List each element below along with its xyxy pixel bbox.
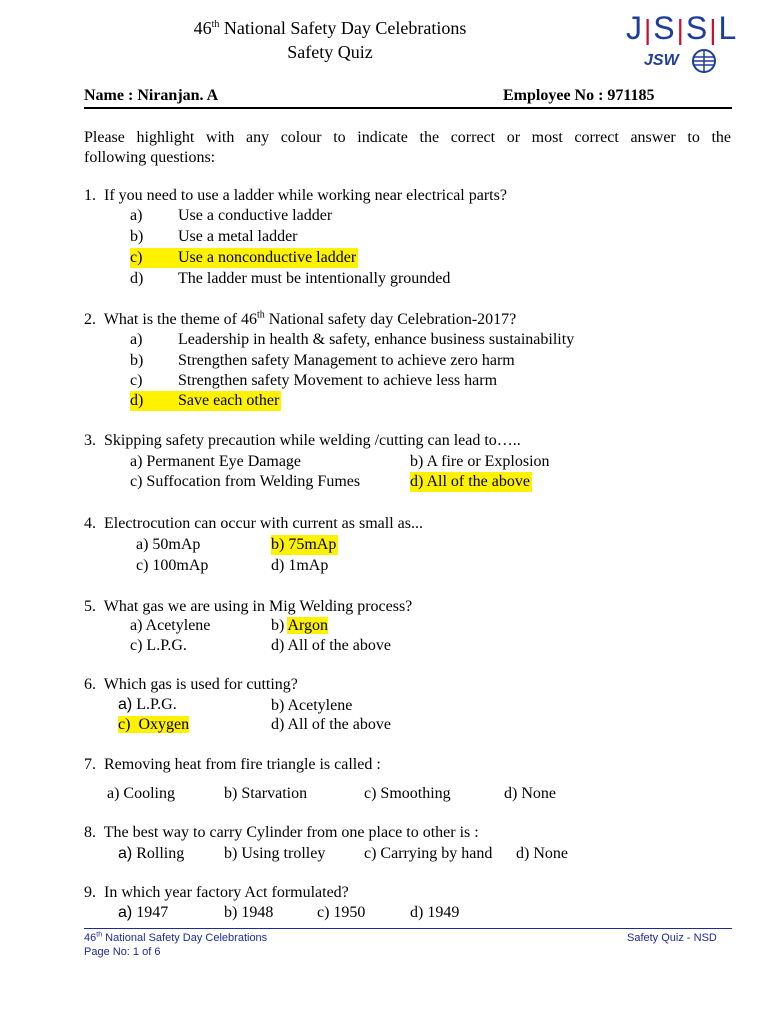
q3-option-c: c) Suffocation from Welding Fumes — [130, 473, 361, 490]
q8-option-c: c) Carrying by hand — [364, 845, 493, 862]
logo-letter: J — [626, 10, 644, 46]
question-1: 1. If you need to use a ladder while working near electrical parts? — [84, 187, 507, 204]
q7-option-a: a) Cooling — [107, 785, 175, 802]
q2-option-d-answer: d) Save each other — [130, 392, 280, 409]
q7-option-d: d) None — [504, 785, 556, 802]
q2-option-b: b) Strengthen safety Management to achieve zero harm — [130, 352, 515, 369]
q6-option-a: a) L.P.G. — [118, 696, 177, 713]
footer-divider — [84, 928, 732, 929]
q1-option-a: a) Use a conductive ladder — [130, 207, 333, 224]
q1-option-d: d) The ladder must be intentionally grounded — [130, 270, 451, 287]
logo-letter: S — [685, 10, 710, 46]
q3-option-b: b) A fire or Explosion — [410, 453, 550, 470]
question-8: 8. The best way to carry Cylinder from one place to other is : — [84, 824, 479, 841]
q7-option-b: b) Starvation — [224, 785, 308, 802]
q6-option-b: b) Acetylene — [271, 697, 353, 714]
instruction-line-2: following questions: — [84, 149, 216, 166]
q8-option-d: d) None — [516, 845, 568, 862]
q8-option-a: a) Rolling — [118, 845, 185, 862]
header-divider — [84, 107, 732, 109]
q5-option-b: b) Argon — [271, 617, 329, 634]
question-6: 6. Which gas is used for cutting? — [84, 676, 298, 693]
question-9: 9. In which year factory Act formulated? — [84, 884, 349, 901]
q6-option-c-answer: c) Oxygen — [118, 716, 190, 733]
footer-left-title: 46th National Safety Day Celebrations — [84, 931, 268, 944]
q5-option-a: a) Acetylene — [130, 617, 211, 634]
q2-option-a: a) Leadership in health & safety, enhance business sustainability — [130, 331, 575, 348]
question-3: 3. Skipping safety precaution while welding /cutting can lead to….. — [84, 432, 521, 449]
q6-option-c — [118, 715, 189, 735]
q7-option-c: c) Smoothing — [364, 785, 451, 802]
q9-option-d: d) 1949 — [410, 904, 460, 921]
q5-option-d: d) All of the above — [271, 637, 391, 654]
jsw-logo-text: JSW — [644, 52, 679, 69]
q9-option-b: b) 1948 — [224, 904, 274, 921]
q3-option-d-answer: d) All of the above — [410, 473, 530, 490]
question-5: 5. What gas we are using in Mig Welding process? — [84, 598, 413, 615]
document-title: 46th National Safety Day Celebrations — [193, 18, 467, 38]
document-subtitle: Safety Quiz — [287, 42, 373, 62]
question-4: 4. Electrocution can occur with current as small as... — [84, 515, 423, 532]
q9-option-c: c) 1950 — [317, 904, 366, 921]
jsw-globe-icon — [690, 48, 718, 74]
q5-option-b-answer: Argon — [287, 617, 329, 634]
q4-option-d: d) 1mAp — [271, 557, 329, 574]
instruction-line-1: Please highlight with any colour to indicate the correct or most correct answer to the — [84, 129, 731, 146]
q4-option-c: c) 100mAp — [136, 557, 209, 574]
q1-option-b: b) Use a metal ladder — [130, 228, 298, 245]
q1-option-c-answer: c) Use a nonconductive ladder — [130, 249, 357, 266]
footer-right-title: Safety Quiz - NSD — [627, 932, 717, 944]
q3-option-a: a) Permanent Eye Damage — [130, 453, 302, 470]
logo-letter: L — [718, 10, 739, 46]
q4-option-b-answer: b) 75mAp — [271, 536, 337, 553]
q6-option-d: d) All of the above — [271, 716, 391, 733]
q8-option-b: b) Using trolley — [224, 845, 326, 862]
q4-option-a: a) 50mAp — [136, 536, 201, 553]
logo-letter: S — [653, 10, 677, 46]
q2-option-c: c) Strengthen safety Movement to achieve less harm — [130, 372, 498, 389]
question-2: 2. What is the theme of 46th National safety day Celebration-2017? — [84, 309, 517, 328]
footer-page-number: Page No: 1 of 6 — [84, 946, 161, 958]
jssl-logo: J|S|S|L JSW — [624, 8, 744, 74]
q5-option-c: c) L.P.G. — [130, 637, 187, 654]
question-7: 7. Removing heat from fire triangle is called : — [84, 756, 381, 773]
employee-number: Employee No : 971185 — [503, 87, 655, 104]
q9-option-a: a) 1947 — [118, 904, 169, 921]
employee-name: Name : Niranjan. A — [84, 87, 219, 104]
